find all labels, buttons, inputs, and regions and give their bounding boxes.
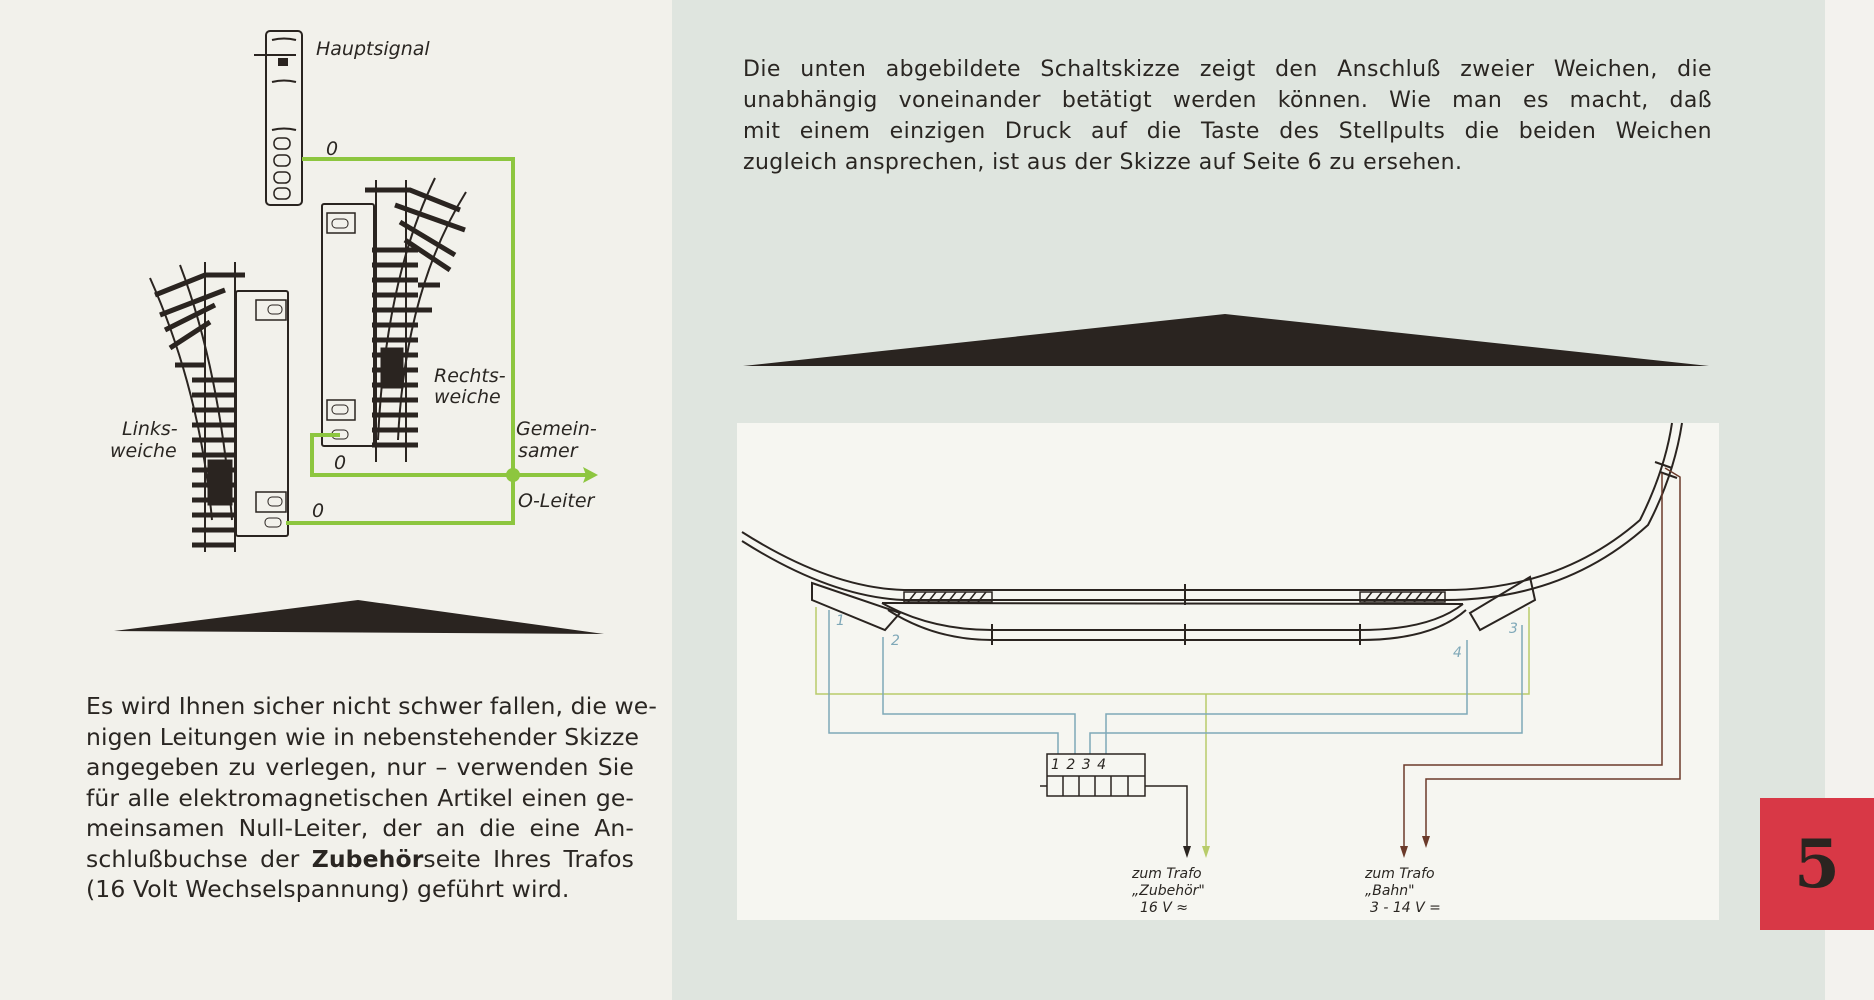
bahn-label-2: „Bahn" — [1365, 883, 1415, 899]
text-line: (16 Volt Wechselspannung) geführt wird. — [86, 875, 570, 903]
left-paragraph — [86, 691, 657, 905]
zubehoer-label-1: zum Trafo — [1132, 866, 1202, 882]
arrow-icon — [1422, 836, 1430, 848]
zero-label: 0 — [326, 138, 339, 160]
rechtsweiche-icon — [322, 178, 466, 462]
page-number: 5 — [1794, 825, 1840, 903]
rechtsweiche-label-2: weiche — [434, 386, 501, 408]
accessory-wires — [816, 468, 1680, 850]
o-leiter-label: O-Leiter — [518, 490, 595, 512]
hauptsignal-label: Hauptsignal — [316, 38, 430, 60]
linksweiche-label-1: Links- — [122, 418, 178, 440]
text-line: meinsamen Null-Leiter, der an die eine An- — [86, 814, 634, 842]
decorative-wedge-left — [114, 600, 604, 634]
text-line — [86, 844, 634, 875]
bahn-label-1: zum Trafo — [1365, 866, 1435, 882]
bold-term: Zubehör — [311, 844, 424, 873]
decorative-wedge-right — [743, 314, 1709, 366]
junction-dot — [506, 468, 520, 482]
text-line: angegeben zu verlegen, nur – verwenden Sie — [86, 753, 634, 781]
turnout-number: 2 — [891, 633, 900, 649]
gemeinsamer-label-1: Gemein- — [516, 418, 597, 440]
linksweiche-label-2: weiche — [110, 440, 177, 462]
gemeinsamer-label-2: samer — [518, 440, 578, 462]
text-line: Die unten abgebildete Schaltskizze zeigt den Anschluß zweier Weichen, die — [743, 57, 1712, 82]
text-line: zugleich ansprechen, ist aus der Skizze auf Seite 6 zu ersehen. — [743, 150, 1463, 175]
page-number-badge — [1760, 798, 1874, 930]
text-line: nigen Leitungen wie in nebenstehender Skizze — [86, 722, 640, 751]
hauptsignal-icon — [254, 31, 302, 205]
text-fragment: seite Ihres Trafos — [423, 844, 634, 873]
turnout-number: 3 — [1509, 621, 1518, 637]
turnout-number: 1 — [836, 613, 845, 629]
top-paragraph — [743, 54, 1712, 178]
track-layout — [742, 423, 1682, 645]
zero-label: 0 — [312, 500, 325, 522]
zero-label: 0 — [334, 452, 347, 474]
zubehoer-label-3: 16 V ≈ — [1140, 900, 1189, 916]
bahn-label-3: 3 - 14 V = — [1370, 900, 1441, 916]
turnout-number: 4 — [1453, 645, 1462, 661]
text-fragment: schlußbuchse der — [86, 844, 312, 873]
arrow-icon — [1400, 846, 1408, 858]
stellpult-label: 1 2 3 4 — [1051, 757, 1107, 773]
text-line: mit einem einzigen Druck auf die Taste des Stellpults die beiden Weichen — [743, 119, 1712, 144]
rechtsweiche-label-1: Rechts- — [434, 365, 506, 387]
text-line: für alle elektromagnetischen Artikel einen ge- — [86, 783, 634, 812]
arrow-icon — [1183, 846, 1191, 858]
text-line: unabhängig voneinander betätigt werden können. Wie man es macht, daß — [743, 88, 1712, 113]
arrow-icon — [1202, 846, 1210, 858]
text-line: Es wird Ihnen sicher nicht schwer fallen, die we- — [86, 692, 657, 720]
zubehoer-label-2: „Zubehör" — [1132, 883, 1205, 899]
linksweiche-icon — [150, 262, 288, 552]
